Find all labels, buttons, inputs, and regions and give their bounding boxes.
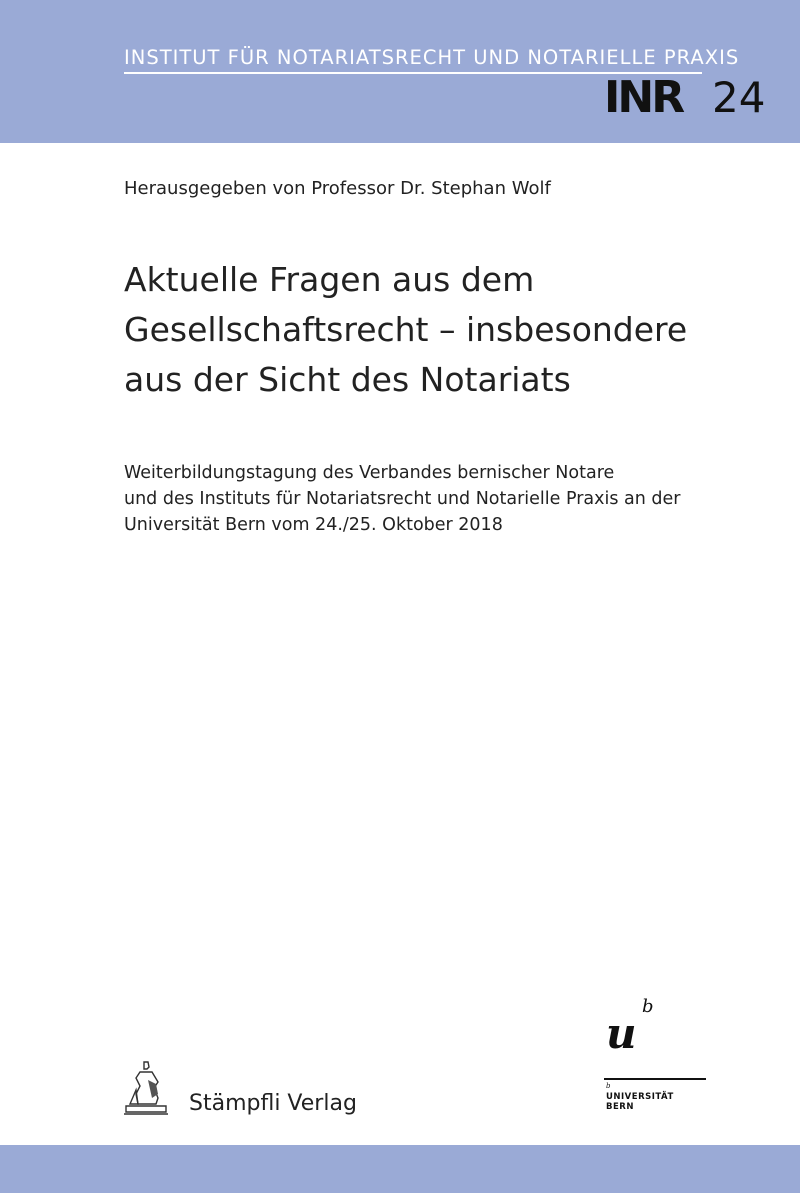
top-band xyxy=(0,0,800,143)
university-name-line: BERN xyxy=(606,1102,634,1112)
series-title: INSTITUT FÜR NOTARIATSRECHT UND NOTARIELLE PRAXIS xyxy=(124,46,740,69)
statue-icon xyxy=(122,1060,170,1118)
book-subtitle xyxy=(124,460,744,538)
university-name xyxy=(606,1092,706,1112)
book-title-line: aus der Sicht des Notariats xyxy=(124,360,571,399)
series-logo: INR xyxy=(604,72,683,123)
publisher-name: Stämpfli Verlag xyxy=(189,1091,357,1116)
subtitle-line: Weiterbildungstagung des Verbandes bernischer Notare xyxy=(124,463,615,483)
book-title xyxy=(124,255,764,405)
subtitle-line: Universität Bern vom 24./25. Oktober 2018 xyxy=(124,515,503,535)
university-small-b: b xyxy=(606,1082,611,1090)
book-title-line: Gesellschaftsrecht – insbesondere xyxy=(124,310,688,349)
university-rule xyxy=(604,1078,706,1080)
university-logo xyxy=(604,996,708,1126)
book-title-line: Aktuelle Fragen aus dem xyxy=(124,260,535,299)
bottom-band xyxy=(0,1145,800,1193)
series-number: 24 xyxy=(712,73,766,122)
university-mark-superscript: b xyxy=(642,996,654,1017)
university-name-line: UNIVERSITÄT xyxy=(606,1092,674,1102)
editor-line: Herausgegeben von Professor Dr. Stephan Wolf xyxy=(124,178,551,199)
subtitle-line: und des Instituts für Notariatsrecht und Notarielle Praxis an der xyxy=(124,489,681,509)
university-mark: u xyxy=(606,1009,637,1058)
